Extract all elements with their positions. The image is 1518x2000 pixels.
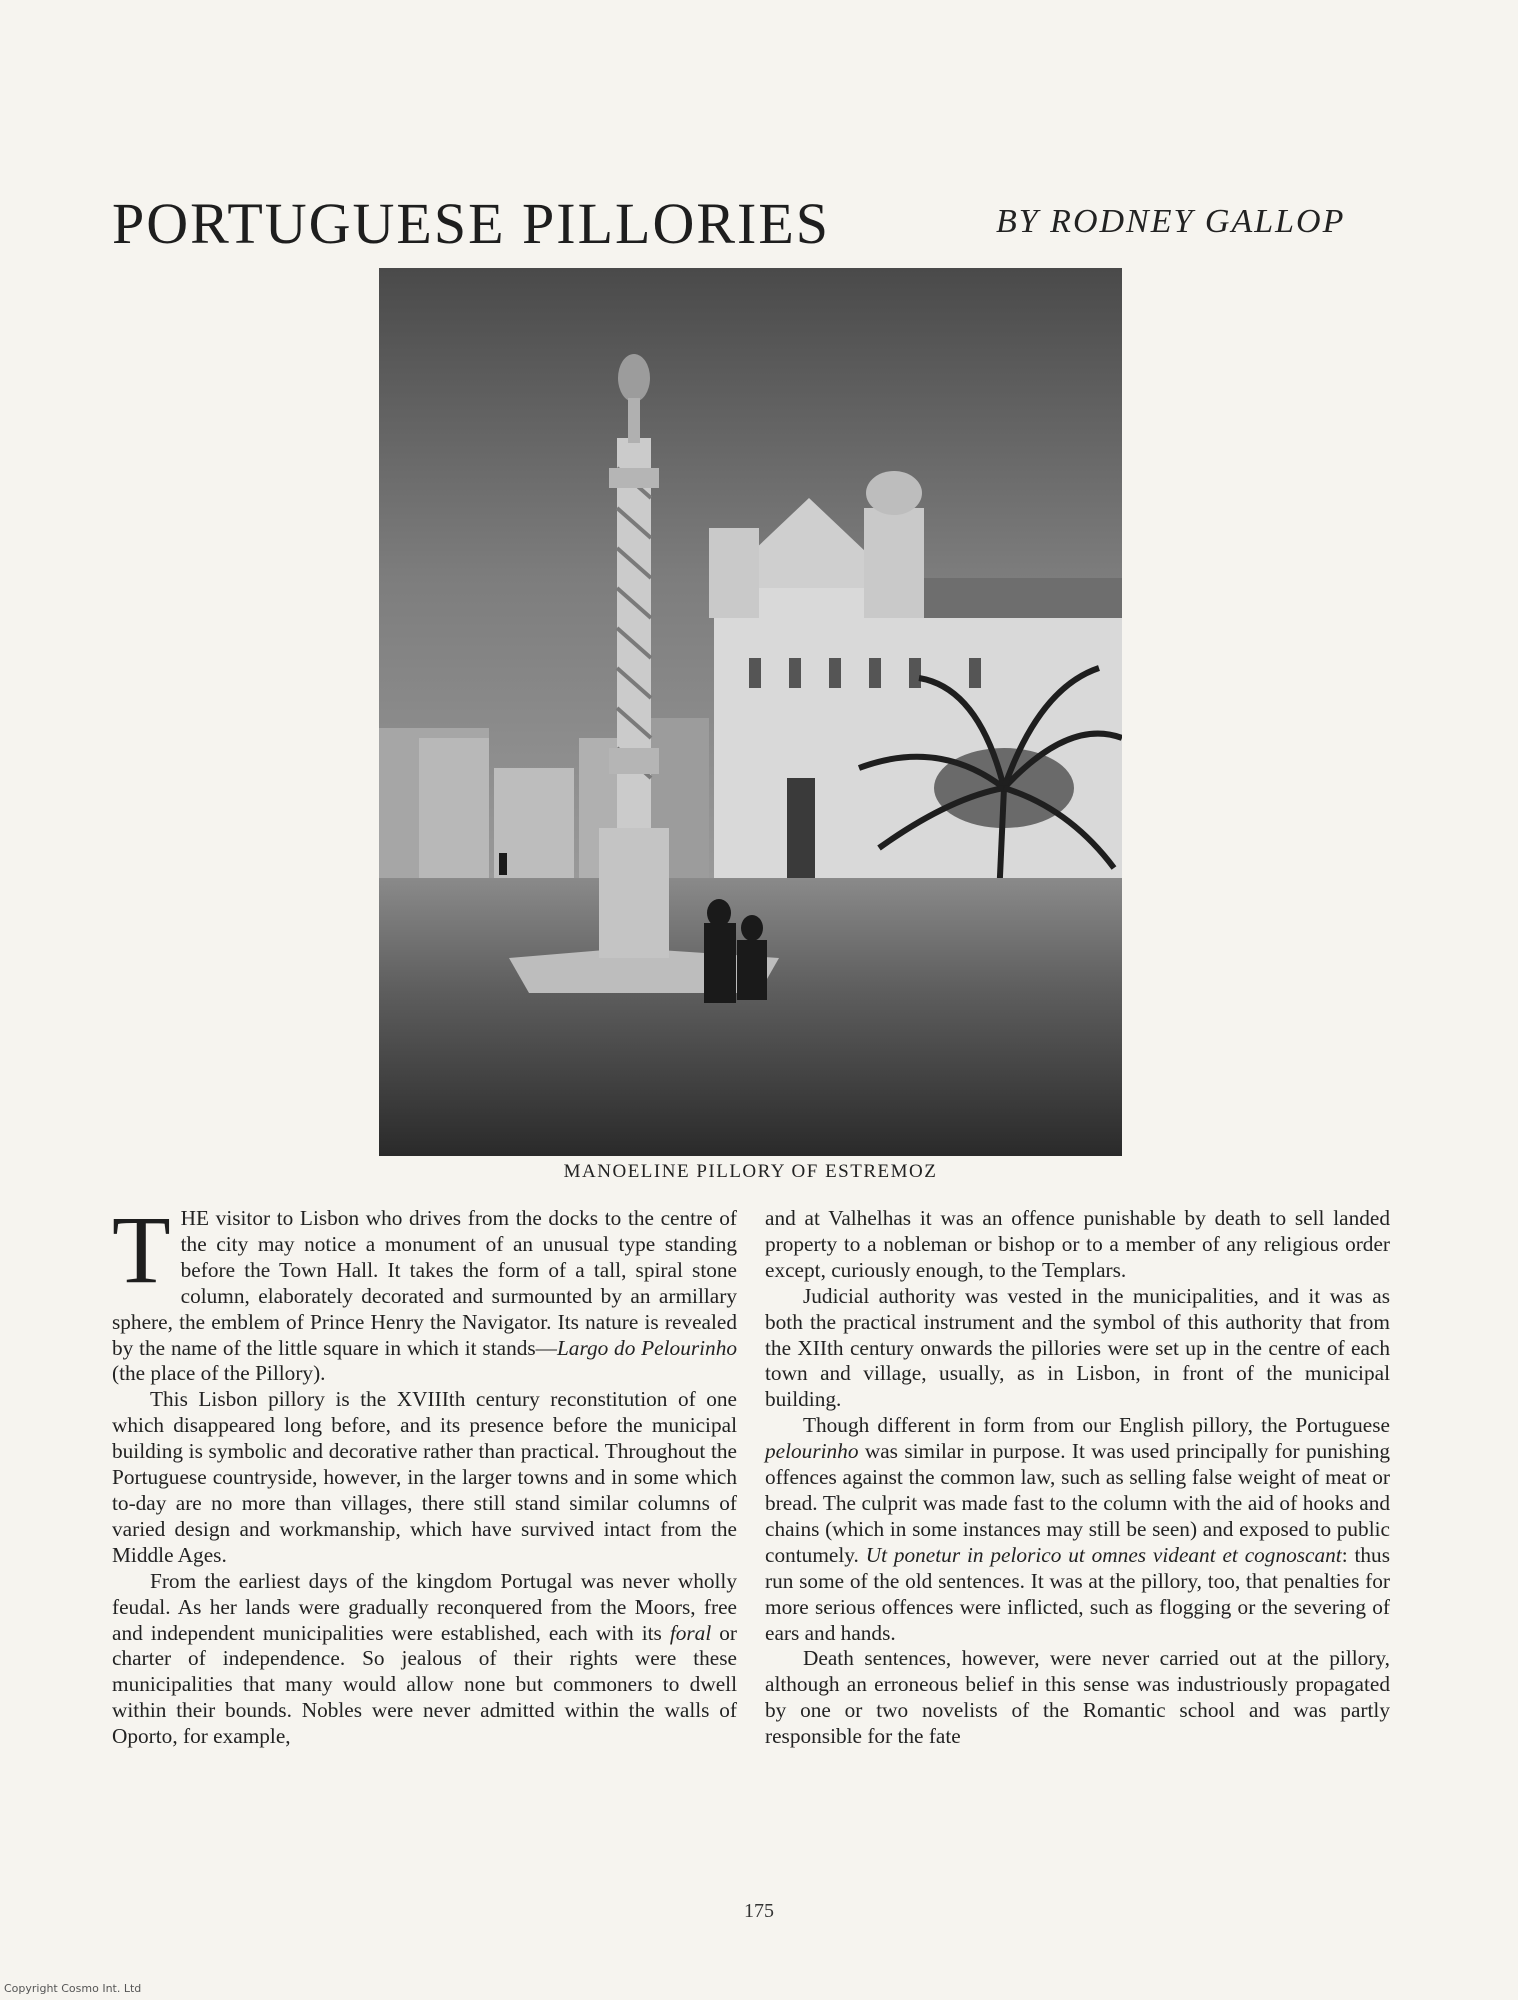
author-byline: BY RODNEY GALLOP: [996, 203, 1346, 240]
paragraph: This Lisbon pillory is the XVIIIth century reconstitution of one which disappeared long before, and its presence before the municipal building is symbolic and decorative rather than practical. Throughout the Portuguese countryside, however, in the larger towns and in some which to-day are no more than villages, there still stand similar columns of varied design and workmanship, which have survived intact from the Middle Ages.: [112, 1387, 737, 1567]
paragraph: From the earliest days of the kingdom Portugal was never wholly feudal. As her lands were gradually reconquered from the Moors, free and independent municipalities were established, each with its foral or charter of independence. So jealous of their rights were these municipalities that many would allow none but commoners to dwell within their bounds. Nobles were never admitted within the walls of Oporto, for example,: [112, 1568, 737, 1749]
pillory-photograph: [379, 268, 1122, 1156]
photo-caption: MANOELINE PILLORY OF ESTREMOZ: [563, 1161, 938, 1182]
article-title: PORTUGUESE PILLORIES: [112, 191, 831, 256]
article-column-left: [112, 1196, 737, 1750]
copyright-notice: Copyright Cosmo Int. Ltd: [4, 1982, 142, 1995]
paragraph: and at Valhelhas it was an offence punishable by death to sell landed property to a nobleman or bishop or to a member of any religious order except, curiously enough, to the Templars.: [765, 1206, 1390, 1282]
paragraph: Death sentences, however, were never carried out at the pillory, although an erroneous belief in this sense was industriously propagated by one or two novelists of the Romantic school and was partly responsible for the fate: [765, 1646, 1390, 1749]
paragraph: Judicial authority was vested in the municipalities, and it was as both the practical instrument and the symbol of this authority that from the XIIth century onwards the pillories were set up in the centre of each town and village, usually, as in Lisbon, in front of the municipal building.: [765, 1283, 1390, 1412]
paragraph-intro: THE visitor to Lisbon who drives from the docks to the centre of the city may notice a monument of an unusual type standing before the Town Hall. It takes the form of a tall, spiral stone column, elaborately decorated and surmounted by an armillary sphere, the emblem of Prince Henry the Navigator. Its nature is revealed by the name of the little square in which it stands—Largo do Pelourinho (the place of the Pillory).: [112, 1196, 737, 1386]
paragraph: Though different in form from our English pillory, the Portuguese pelourinho was similar in purpose. It was used principally for punishing offences against the common law, such as selling false weight of meat or bread. The culprit was made fast to the column with the aid of hooks and chains (which in some instances may still be seen) and exposed to public contumely. Ut ponetur in pelorico ut omnes videant et cognoscant: thus run some of the old sentences. It was at the pillory, too, that penalties for more serious offences were inflicted, such as flogging or the severing of ears and hands.: [765, 1413, 1390, 1645]
article-column-right: [765, 1206, 1390, 1750]
drop-cap: T: [112, 1196, 171, 1303]
page-number: 175: [744, 1900, 774, 1922]
